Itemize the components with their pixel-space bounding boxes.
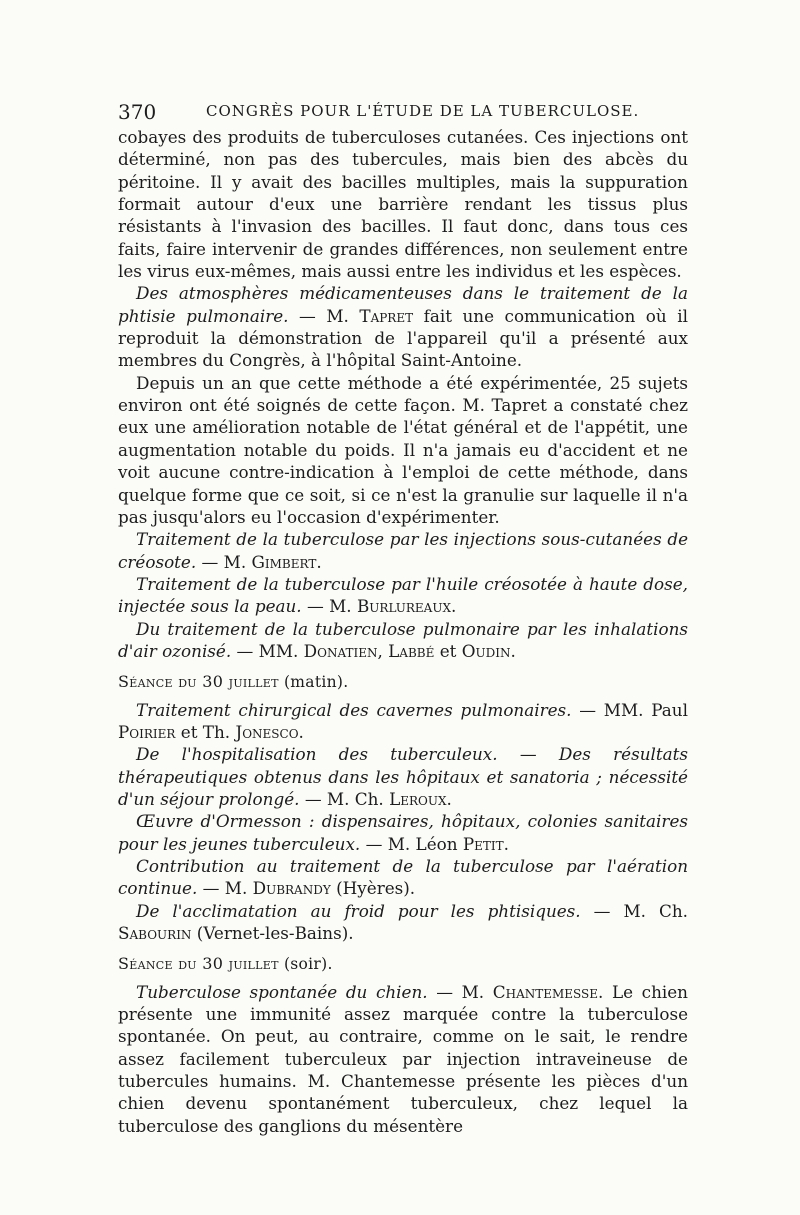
entry-title: Traitement de la tuberculose par les injections sous-cutanées de créosote. <box>118 529 688 572</box>
entry-petit: Œuvre d'Ormesson : dispensaires, hôpitaux, colonies sanitaires pour les jeunes tuberculeux. — M. Léon Petit. <box>118 811 688 854</box>
entry-title: Des atmosphères médicamenteuses dans le traitement de la phtisie pulmonaire. <box>118 283 688 326</box>
author-name: Dubrandy <box>252 878 331 899</box>
author-name: Donatien <box>303 640 378 661</box>
body-text <box>118 126 688 1137</box>
author-name: Labbé <box>388 640 435 661</box>
author-name: Jonesco. <box>235 721 304 742</box>
entry-poirier: Traitement chirurgical des cavernes pulmonaires. — MM. Paul Poirier et Th. Jonesco. <box>118 699 688 742</box>
session-heading-morning: Séance du 30 juillet (matin). <box>118 672 349 692</box>
entry-leroux: De l'hospitalisation des tuberculeux. — Des résultats thérapeutiques obtenus dans les hôpitaux et sanatoria ; nécessité d'un séjour prolongé. — M. Ch. Leroux. <box>118 744 688 809</box>
running-title: CONGRÈS POUR L'ÉTUDE DE LA TUBERCULOSE. <box>206 102 640 120</box>
entry-title: Traitement chirurgical des cavernes pulmonaires. <box>136 699 572 720</box>
entry-burlureaux: Traitement de la tuberculose par l'huile créosotée à haute dose, injectée sous la peau. — M. Burlureaux. <box>118 573 688 617</box>
entry-tapret: Des atmosphères médicamenteuses dans le traitement de la phtisie pulmonaire. — M. Tapret fait une communication où il reproduit la démonstration de l'appareil qu'il a présenté aux membres du Congrès, à l'hôpital Saint-Antoine. <box>118 283 688 371</box>
entry-sabourin: De l'acclimatation au froid pour les phtisiques. — M. Ch. Sabourin (Vernet-les-Bains). <box>118 900 688 944</box>
entry-title: De l'acclimatation au froid pour les phtisiques. <box>136 900 581 921</box>
author-name: Tapret <box>359 305 414 326</box>
session-heading-evening: Séance du 30 juillet (soir). <box>118 954 333 974</box>
paragraph-depuis: Depuis un an que cette méthode a été expérimentée, 25 sujets environ ont été soignés de cette façon. M. Tapret a constaté chez eux une amélioration notable de l'état général et de l'appétit, une augmentation notable du poids. Il n'a jamais eu d'accident et ne voit aucune contre-indication à l'emploi de cette méthode, dans quelque forme que ce soit, si ce n'est la granulie sur laquelle il n'a pas jusqu'alors eu l'occasion d'expérimenter. <box>118 372 688 527</box>
entry-title: Traitement de la tuberculose par l'huile créosotée à haute dose, injectée sous la peau. <box>118 573 688 617</box>
entry-title: Contribution au traitement de la tuberculose par l'aération continue. <box>118 856 688 899</box>
author-name: Leroux. <box>389 788 452 809</box>
paragraph-continuation: cobayes des produits de tuberculoses cutanées. Ces injections ont déterminé, non pas des tubercules, mais bien des abcès du péritoine. Il y avait des bacilles multiples, mais la suppuration formait autour d'eux une barrière rendant les tissus plus résistants à l'invasion des bacilles. Il faut donc, dans tous ces faits, faire intervenir de grandes différences, non seulement entre les virus eux-mêmes, mais aussi entre les individus et les espèces. <box>118 127 688 282</box>
author-name: Chantemesse. <box>492 981 604 1002</box>
entry-title: Tuberculose spontanée du chien. <box>136 981 428 1002</box>
page-number: 370 <box>118 100 157 124</box>
author-name: Burlureaux. <box>356 596 457 617</box>
entry-dubrandy: Contribution au traitement de la tuberculose par l'aération continue. — M. Dubrandy (Hyères). <box>118 856 688 899</box>
entry-title: Œuvre d'Ormesson : dispensaires, hôpitaux, colonies sanitaires pour les jeunes tuberculeux. <box>118 811 688 854</box>
entry-title: Du traitement de la tuberculose pulmonaire par les inhalations d'air ozonisé. <box>118 618 688 661</box>
author-name: Oudin. <box>461 640 516 661</box>
author-name: Sabourin <box>118 923 192 944</box>
author-name: Gimbert. <box>251 551 322 572</box>
entry-donatien: Du traitement de la tuberculose pulmonaire par les inhalations d'air ozonisé. — MM. Donatien, Labbé et Oudin. <box>118 618 688 661</box>
author-name: Petit. <box>462 833 510 854</box>
entry-chantemesse: Tuberculose spontanée du chien. — M. Chantemesse. Le chien présente une immunité assez marquée contre la tuberculose spontanée. On peut, au contraire, comme on le sait, le rendre assez facilement tuberculeux par injection intraveineuse de tubercules humains. M. Chantemesse présente les pièces d'un chien devenu spontanément tuberculeux, chez lequel la tuberculose des ganglions du mésentère <box>118 981 688 1136</box>
author-name: Poirier <box>118 721 176 742</box>
page-header <box>118 100 688 124</box>
entry-title: De l'hospitalisation des tuberculeux. — Des résultats thérapeutiques obtenus dans les hôpitaux et sanatoria ; nécessité d'un séjour prolongé. <box>118 744 688 809</box>
entry-gimbert: Traitement de la tuberculose par les injections sous-cutanées de créosote. — M. Gimbert. <box>118 529 688 572</box>
